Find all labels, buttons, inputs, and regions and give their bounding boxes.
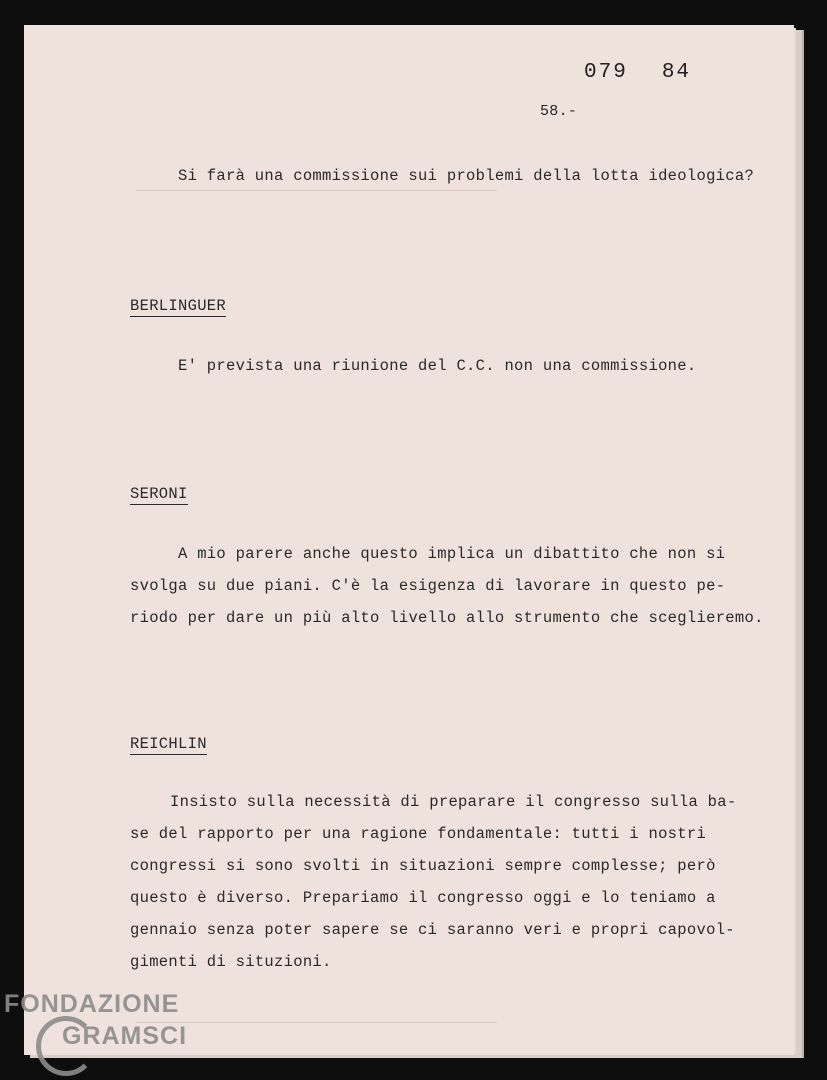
bleed-through-text: ────────────────────────────────────── [136, 1015, 498, 1032]
speech-line: riodo per dare un più alto livello allo strumento che sceglieremo. [130, 609, 764, 627]
speaker-name [130, 735, 207, 753]
fondazione-gramsci-watermark [4, 990, 188, 1050]
speaker-label: SERONI [130, 485, 188, 503]
speech-line: svolga su due piani. C'è la esigenza di lavorare in questo pe- [130, 577, 726, 595]
speech-line: A mio parere anche questo implica un dibattito che non si [178, 545, 726, 563]
watermark-line: GRAMSCI [62, 1022, 188, 1050]
speaker-label: REICHLIN [130, 735, 207, 753]
watermark-line: FONDAZIONE [4, 990, 180, 1018]
archive-number [584, 61, 725, 84]
bleed-through-text: ────────────────────────────────────── [136, 183, 498, 200]
page-number: 58.- [540, 103, 578, 120]
archive-number-part: 079 [584, 61, 628, 84]
speech-line: se del rapporto per una ragione fondamentale: tutti i nostri [130, 825, 707, 843]
speech-line: Insisto sulla necessità di preparare il congresso sulla ba- [170, 793, 737, 811]
speaker-name [130, 297, 226, 315]
speech-line: E' prevista una riunione del C.C. non una commissione. [178, 357, 697, 375]
speech-line: congressi si sono svolti in situazioni sempre complesse; però [130, 857, 716, 875]
speaker-name [130, 485, 188, 503]
speech-line: questo è diverso. Prepariamo il congresso oggi e lo teniamo a [130, 889, 716, 907]
speaker-label: BERLINGUER [130, 297, 227, 315]
archive-number-part: 84 [661, 61, 692, 84]
intro-question: Si farà una commissione sui problemi della lotta ideologica? [178, 167, 755, 185]
speech-line: gennaio senza poter sapere se ci saranno veri e propri capovol- [130, 921, 735, 939]
speech-line: gimenti di situzioni. [130, 953, 332, 971]
document-page [24, 25, 794, 1055]
